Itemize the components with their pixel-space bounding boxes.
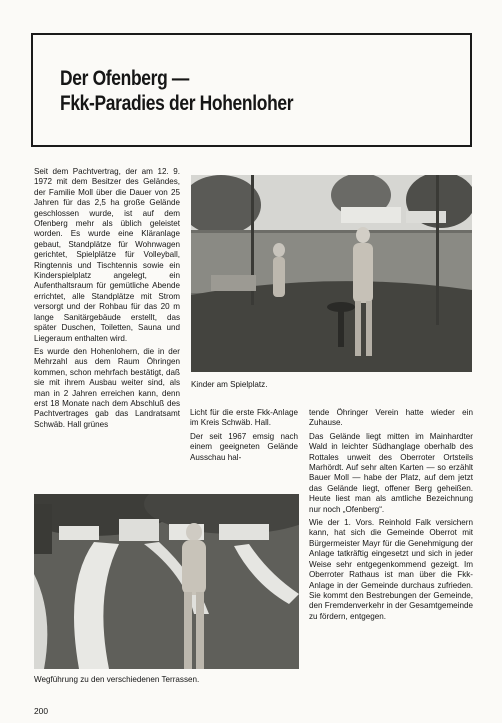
page-number: 200 [34, 706, 48, 716]
paragraph: tende Öhringer Verein hatte wieder ein Zuhause. [309, 408, 473, 428]
headline-line-1: Der Ofenberg — [60, 67, 190, 90]
paragraph: Das Gelände liegt mitten im Mainhardter Wald in leichter Südhanglage oberhalb des Rottales unweit des Oberroter Ortsteils Marhördt. Auf sehr alten Karten — so erzählt Bauer Moll — habe der Platz, auf dem jetzt das Gelände liegt, offener Berg geheißen. Heute liest man als amtliche Bezeichnung nur noch „Ofenberg“. [309, 431, 473, 514]
text-column-2 [190, 408, 298, 466]
paragraph: Seit dem Pachtvertrag, der am 12. 9. 1972 mit dem Besitzer des Geländes, der Familie Moll über die Dauer von 25 Jahren für das 2,5 ha große Gelände geschlossen wurde, ist auf dem Ofenberg mehr als üblich geleistet worden. Es wurde eine Kläranlage gebaut, Standplätze für Wohnwagen gerichtet, Spielplätze für Volleyball, Ringtennis und Tischtennis sowie ein Kinderspielplatz angelegt, ein Aufenthaltsraum für gemütliche Abende errichtet, alle Standplätze mit Strom versorgt und der Rohbau für das 20 m lange Sanitärgebäude erstellt, das später Duschen, Toiletten, Sauna und Liegeraum enthalten wird. [34, 167, 180, 343]
caption-photo-2: Wegführung zu den verschiedenen Terrassen. [34, 675, 200, 684]
headline [60, 66, 392, 116]
caption-photo-1: Kinder am Spielplatz. [191, 380, 268, 389]
paragraph: Licht für die erste Fkk-Anlage im Kreis Schwäb. Hall. [190, 408, 298, 428]
paragraph: Wie der 1. Vors. Reinhold Falk versichern kann, hat sich die Gemeinde Oberrot mit Bürgermeister Mayr für die Genehmigung der Anlage tatkräftig eingesetzt und sich in jeder Weise sehr entgegenkommend gezeigt. Im Oberroter Rathaus ist man über die Fkk-Anlage in der Gemeinde durchaus zufrieden. Sie kommt den Bestrebungen der Gemeinde, den Fremdenverkehr in der Gesamtgemeinde zu fördern, entgegen. [309, 518, 473, 621]
headline-line-2: Fkk-Paradies der Hohenloher [60, 92, 294, 115]
photo-paths [34, 494, 299, 669]
text-column-3 [309, 408, 473, 625]
paragraph: Der seit 1967 emsig nach einem geeigneten Gelände Ausschau hal- [190, 431, 298, 462]
text-column-1 [34, 167, 180, 433]
photo-playground [191, 175, 472, 372]
paragraph: Es wurde den Hohenlohern, die in der Mehrzahl aus dem Raum Öhringen kommen, schon mehrfach bestätigt, daß sie mit ihrem Ausbau weiter sind, als man in 2 Jahren erreichen kann, denn erst 18 Monate nach dem Abschluß des Pachtvertrages gab das Landratsamt Schwäb. Hall grünes [34, 346, 180, 429]
